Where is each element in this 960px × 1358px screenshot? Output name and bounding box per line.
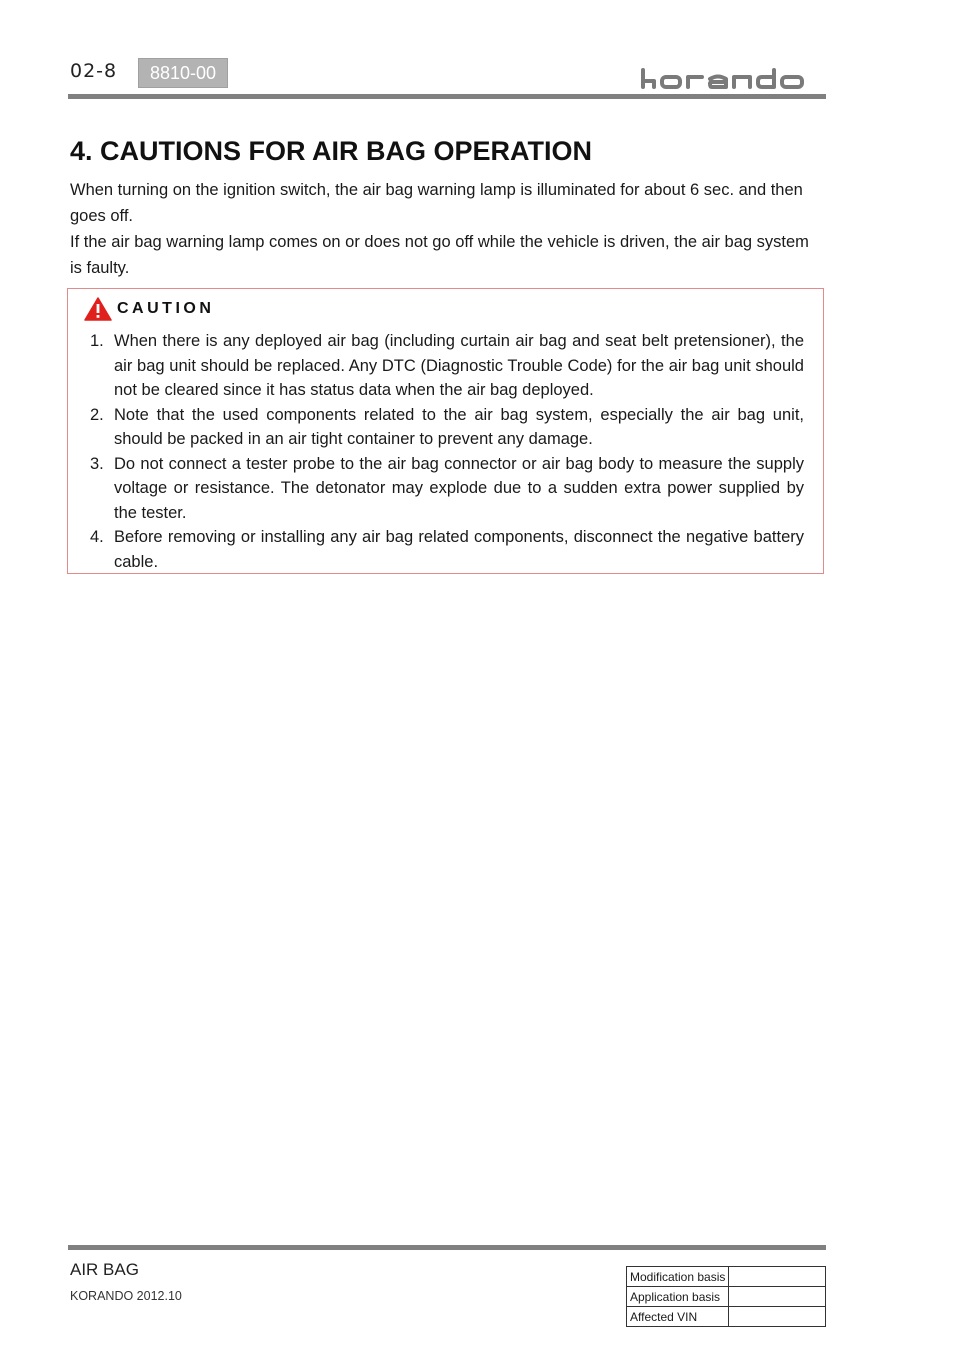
caution-item-number: 3. (90, 454, 104, 473)
caution-label: CAUTION (117, 300, 215, 317)
table-label: Application basis (627, 1287, 729, 1307)
page-number: 02-8 (70, 60, 118, 82)
korando-logo-icon (640, 68, 826, 90)
caution-list (90, 329, 804, 574)
caution-item-text: When there is any deployed air bag (including curtain air bag and seat belt pretensioner), the air bag unit should be replaced. Any DTC (Diagnostic Trouble Code) for the air bag unit should not be cleared since it has status data when the air bag deployed. (114, 332, 804, 399)
caution-box (67, 288, 824, 574)
footer-divider (68, 1245, 826, 1250)
revision-info-table (626, 1266, 826, 1327)
caution-item-number: 2. (90, 405, 104, 424)
header-divider (68, 94, 826, 99)
table-value (729, 1307, 826, 1327)
table-row (627, 1307, 826, 1327)
intro-paragraph: When turning on the ignition switch, the air bag warning lamp is illuminated for about 6 sec. and then goes off. (70, 181, 803, 225)
caution-item (90, 329, 804, 403)
table-value (729, 1287, 826, 1307)
table-row (627, 1287, 826, 1307)
footer-model-info: KORANDO 2012.10 (70, 1289, 182, 1303)
caution-item-number: 4. (90, 528, 104, 546)
caution-item (90, 452, 804, 526)
table-row (627, 1267, 826, 1287)
caution-item-text: Before removing or installing any air bag related components, disconnect the negative battery cable. (114, 528, 804, 571)
caution-item-text: Do not connect a tester probe to the air bag connector or air bag body to measure the supply voltage or resistance. The detonator may explode due to a sudden extra power supplied by the tester. (114, 454, 804, 522)
caution-item (90, 525, 804, 574)
table-label: Affected VIN (627, 1307, 729, 1327)
section-code-badge: 8810-00 (138, 58, 228, 88)
warning-triangle-icon (84, 297, 112, 321)
table-value (729, 1267, 826, 1287)
caution-item (90, 403, 804, 452)
caution-item-number: 1. (90, 332, 104, 350)
table-label: Modification basis (627, 1267, 729, 1287)
intro-text (70, 177, 815, 281)
intro-paragraph: If the air bag warning lamp comes on or does not go off while the vehicle is driven, the air bag system is faulty. (70, 233, 809, 277)
page-title: 4. CAUTIONS FOR AIR BAG OPERATION (70, 136, 593, 166)
caution-item-text: Note that the used components related to the air bag system, especially the air bag unit, should be packed in an air tight container to prevent any damage. (114, 405, 804, 448)
footer-section-name: AIR BAG (70, 1260, 139, 1279)
